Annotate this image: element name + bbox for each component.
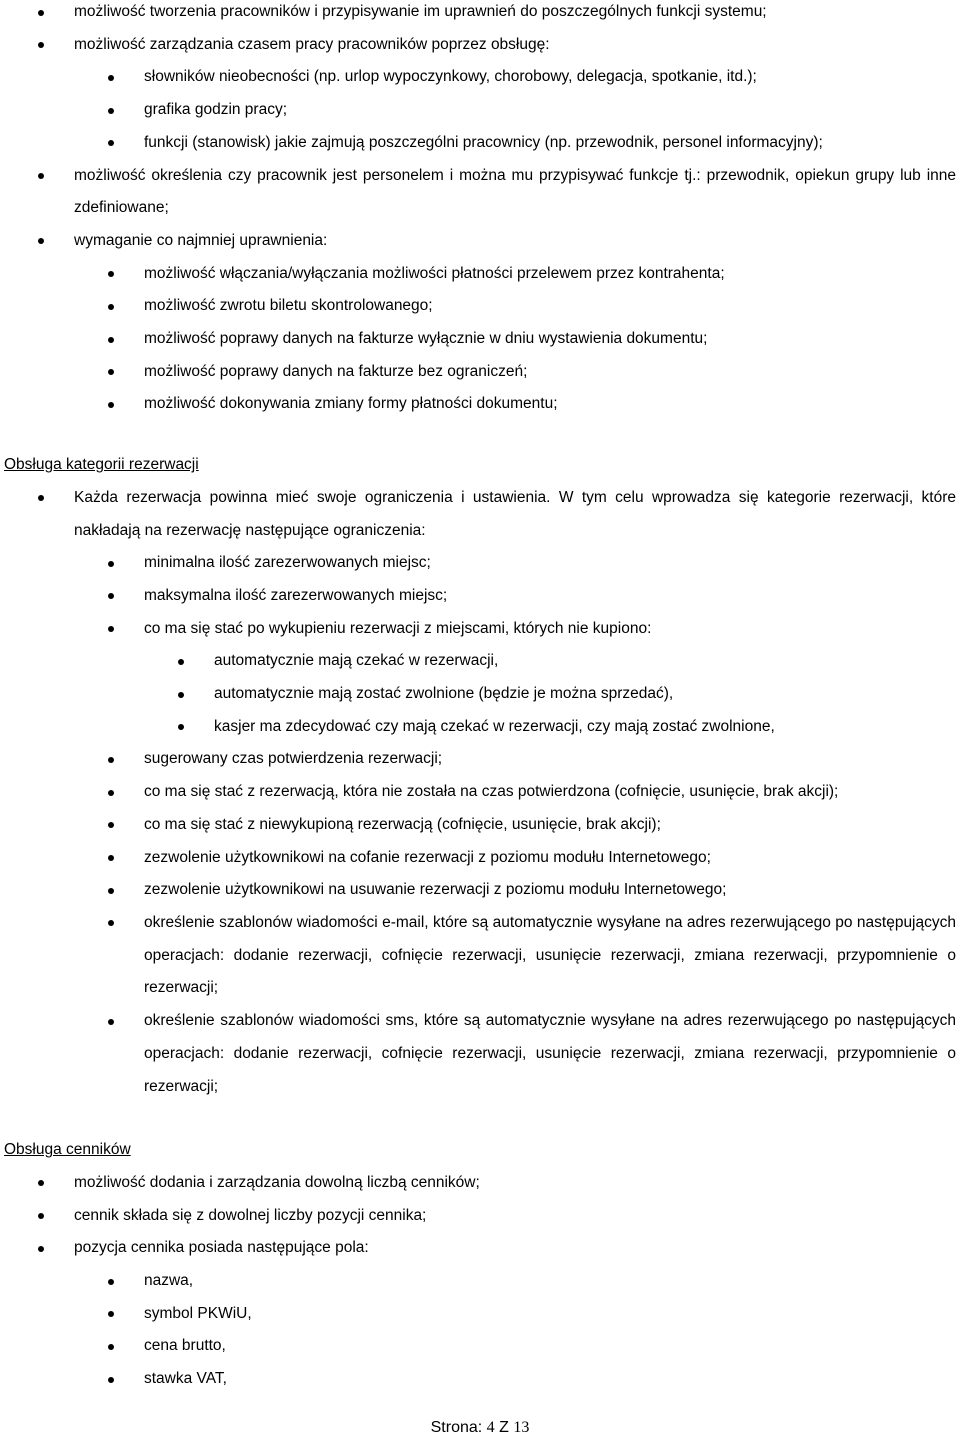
list-item: co ma się stać z rezerwacją, która nie została na czas potwierdzona (cofnięcie, usunięcie, brak akcji); (0, 776, 960, 809)
list-price-lists (0, 1167, 960, 1396)
list-item: określenie szablonów wiadomości e-mail, które są automatycznie wysyłane na adres rezerwującego po następujących operacjach: dodanie rezerwacji, cofnięcie rezerwacji, usunięcie rezerwacji, zmiana rezerwacji, przypomnienie o rezerwacji; (0, 907, 960, 1005)
section-heading-reservation-categories: Obsługa kategorii rezerwacji (4, 456, 199, 474)
list-item: zezwolenie użytkownikowi na usuwanie rezerwacji z poziomu modułu Internetowego; (0, 874, 960, 907)
list-item: określenie szablonów wiadomości sms, które są automatycznie wysyłane na adres rezerwującego po następujących operacjach: dodanie rezerwacji, cofnięcie rezerwacji, usunięcie rezerwacji, zmiana rezerwacji, przypomnienie o rezerwacji; (0, 1005, 960, 1103)
list-item: możliwość włączania/wyłączania możliwości płatności przelewem przez kontrahenta; (0, 258, 960, 291)
list-item: grafika godzin pracy; (0, 94, 960, 127)
footer-separator: Z (499, 1419, 509, 1436)
list-item: Każda rezerwacja powinna mieć swoje ograniczenia i ustawienia. W tym celu wprowadza się kategorie rezerwacji, które nakładają na rezerwację następujące ograniczenia: (0, 482, 960, 547)
footer-label: Strona: (430, 1419, 483, 1436)
list-item: słowników nieobecności (np. urlop wypoczynkowy, chorobowy, delegacja, spotkanie, itd.); (0, 61, 960, 94)
list-item: możliwość dokonywania zmiany formy płatności dokumentu; (0, 388, 960, 421)
list-item: automatycznie mają czekać w rezerwacji, (0, 645, 960, 678)
list-item: cena brutto, (0, 1330, 960, 1363)
list-item: możliwość poprawy danych na fakturze bez ograniczeń; (0, 356, 960, 389)
list-item: automatycznie mają zostać zwolnione (będzie je można sprzedać), (0, 678, 960, 711)
list-item: maksymalna ilość zarezerwowanych miejsc; (0, 580, 960, 613)
list-item: możliwość zarządzania czasem pracy pracowników poprzez obsługę: (0, 29, 960, 62)
footer-total-pages: 13 (513, 1419, 530, 1436)
list-1 (0, 0, 960, 421)
list-item: symbol PKWiU, (0, 1298, 960, 1331)
list-item: minimalna ilość zarezerwowanych miejsc; (0, 547, 960, 580)
list-item: sugerowany czas potwierdzenia rezerwacji; (0, 743, 960, 776)
list-item: kasjer ma zdecydować czy mają czekać w rezerwacji, czy mają zostać zwolnione, (0, 711, 960, 744)
page-footer (0, 1418, 960, 1438)
list-item: nazwa, (0, 1265, 960, 1298)
list-item: pozycja cennika posiada następujące pola: (0, 1232, 960, 1265)
list-item: możliwość poprawy danych na fakturze wyłącznie w dniu wystawienia dokumentu; (0, 323, 960, 356)
list-item: możliwość tworzenia pracowników i przypisywanie im uprawnień do poszczególnych funkcji systemu; (0, 0, 960, 29)
list-item: cennik składa się z dowolnej liczby pozycji cennika; (0, 1200, 960, 1233)
list-item: funkcji (stanowisk) jakie zajmują poszczególni pracownicy (np. przewodnik, personel informacyjny); (0, 127, 960, 160)
list-item: wymaganie co najmniej uprawnienia: (0, 225, 960, 258)
list-item: możliwość zwrotu biletu skontrolowanego; (0, 290, 960, 323)
list-item: zezwolenie użytkownikowi na cofanie rezerwacji z poziomu modułu Internetowego; (0, 842, 960, 875)
list-item: możliwość dodania i zarządzania dowolną liczbą cenników; (0, 1167, 960, 1200)
section-heading-price-lists: Obsługa cenników (4, 1141, 131, 1159)
list-item: co ma się stać z niewykupioną rezerwacją (cofnięcie, usunięcie, brak akcji); (0, 809, 960, 842)
list-item: co ma się stać po wykupieniu rezerwacji z miejscami, których nie kupiono: (0, 613, 960, 646)
footer-current-page: 4 (486, 1419, 495, 1436)
list-item: możliwość określenia czy pracownik jest personelem i można mu przypisywać funkcje tj.: przewodnik, opiekun grupy lub inne zdefiniowane; (0, 160, 960, 225)
list-item: stawka VAT, (0, 1363, 960, 1396)
list-reservation-categories (0, 482, 960, 1103)
